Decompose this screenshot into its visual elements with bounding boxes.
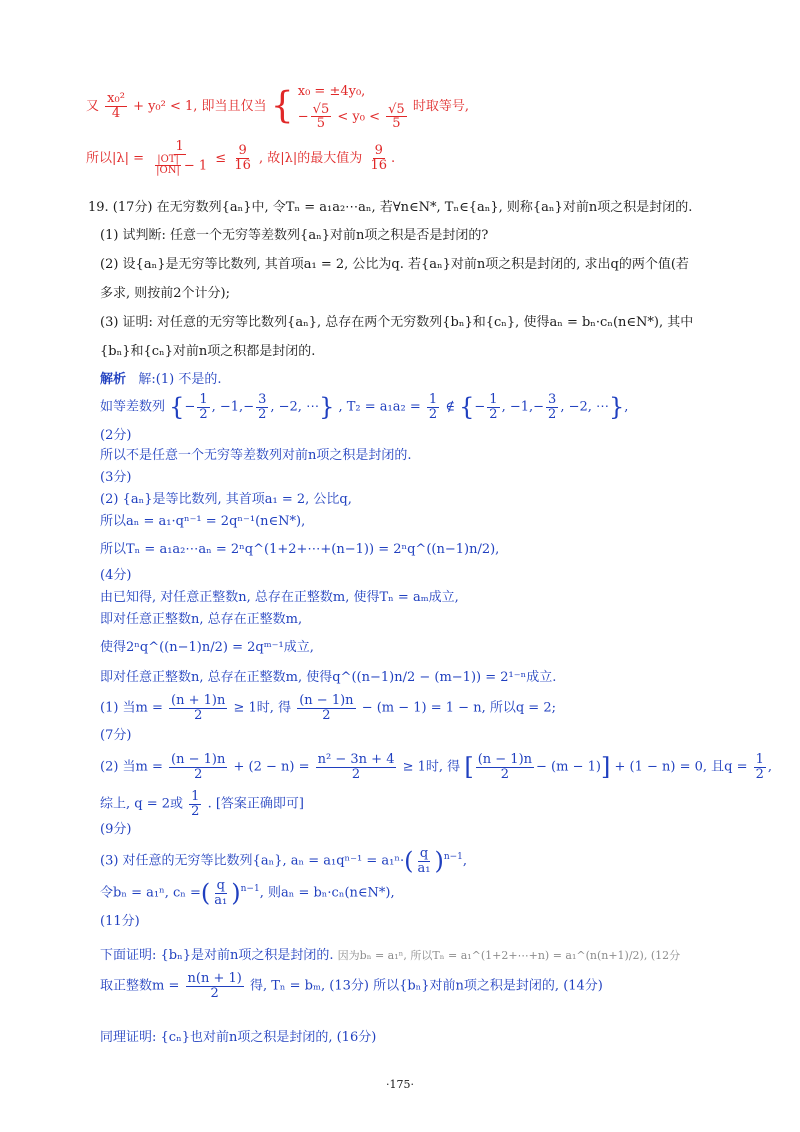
solution-line: 所以不是任意一个无穷等差数列对前n项之积是封闭的. <box>100 448 412 463</box>
fraction: $\frac{q}{\text{a₁}}$ <box>417 845 431 876</box>
question-19: 19. (17分) 在无穷数列{aₙ}中, 令Tₙ = a₁a₂⋯aₙ, 若∀n∈N*, Tₙ∈{aₙ}, 则称{aₙ}对前n项之积是封闭的. <box>88 200 693 215</box>
fraction: $\frac{1}{2}$ <box>428 391 438 422</box>
fraction: $\frac{3}{2}$ <box>548 391 557 422</box>
right-bracket: ] <box>600 753 611 781</box>
solution-choose-m <box>100 972 603 1000</box>
left-brace: { <box>270 85 294 127</box>
solution-text: , T₂ = a₁a₂ = <box>338 399 421 415</box>
points-7: (7分) <box>100 728 132 743</box>
fraction: $\frac{\text{x₀²}}{4}$ <box>107 91 125 122</box>
solution-line: 即对任意正整数n, 总存在正整数m, 使得q^((n−1)n/2 − (m−1)) = 2¹⁻ⁿ成立. <box>100 670 557 685</box>
solution-proof-c: 同理证明: {cₙ}也对前n项之积是封闭的, (16分) <box>100 1030 377 1045</box>
solution-text: + (1 − n) = 0, 且q = <box>614 759 748 775</box>
equation-system <box>298 82 409 131</box>
red-text: 时取等号, <box>412 99 469 115</box>
question-part-3-cont: {bₙ}和{cₙ}对前n项之积都是封闭的. <box>100 344 316 359</box>
page-number: ·175· <box>386 1078 414 1091</box>
solution-text: − (m − 1) = 1 − n, 所以q = 2; <box>361 700 556 716</box>
solution-label: 解析 <box>100 372 127 387</box>
fraction: $\frac{n(n + 1)}{2}$ <box>187 971 242 1001</box>
solution-text: (3) 对任意的无穷等比数列{aₙ}, aₙ = a₁qⁿ⁻¹ = a₁ⁿ· <box>100 853 405 869</box>
solution-line: 所以aₙ = a₁·qⁿ⁻¹ = 2qⁿ⁻¹(n∈N*), <box>100 514 306 529</box>
solution-text: (1) 当m = <box>100 700 163 716</box>
points-11: (11分) <box>100 914 140 929</box>
solution-text: 如等差数列 <box>100 399 166 415</box>
right-brace: } <box>609 393 625 421</box>
fraction: $\frac{1}{2}$ <box>755 751 764 782</box>
solution-text: 解:(1) 不是的. <box>138 372 222 387</box>
solution-line-seq: 如等差数列 {− $\frac{1}{2}$ , −1,− $\frac{3}{2}$ , −2, ⋯} , T₂ = a₁a₂ = $\frac{1}{2}$ ∉ {− $\frac{1}{2}$ , −1,− $\frac{3}{2}$ , −2, ⋯}, <box>100 391 629 422</box>
exponent: n−1 <box>443 852 463 863</box>
system-line-2: − $\frac{√5}{5}$ < y₀ < $\frac{√5}{5}$ <box>297 101 405 132</box>
red-text: ≤ <box>215 150 227 166</box>
solution-text: . [答案正确即可] <box>207 796 304 812</box>
solution-line: 使得2ⁿq^((n−1)n/2) = 2qᵐ⁻¹成立, <box>100 640 314 655</box>
solution-text: , 则aₙ = bₙ·cₙ(n∈N*), <box>259 885 395 901</box>
fraction: $\frac{9}{16}$ <box>234 143 251 173</box>
fraction: $\frac{|OT|}{|ON|}$ <box>156 153 180 177</box>
fraction: $\frac{√5}{5}$ <box>388 101 405 132</box>
solution-text: 综上, q = 2或 <box>100 796 184 812</box>
solution-proof-b <box>100 948 680 964</box>
question-part-2-cont: 多求, 则按前2个计分); <box>100 286 230 301</box>
fraction: $\frac{(n - 1)n}{2}$ <box>171 751 226 782</box>
red-text: 所以|λ| = <box>86 150 145 166</box>
solution-text: + (2 − n) = <box>233 759 310 775</box>
lambda-fraction: 1 $\frac{|OT|}{|ON|}$ − 1 <box>156 139 208 177</box>
solution-case-1 <box>100 694 556 722</box>
faded-text: 因为bₙ = a₁ⁿ, 所以Tₙ = a₁^(1+2+⋯+n) = a₁^(n(n+1)/2), (12分 <box>337 949 681 962</box>
red-line-1 <box>86 82 469 131</box>
solution-text: ≥ 1时, 得 <box>233 700 292 716</box>
points-9: (9分) <box>100 822 132 837</box>
system-line-1: x₀ = ±4y₀, <box>297 84 366 99</box>
question-part-3: (3) 证明: 对任意的无穷等比数列{aₙ}, 总存在两个无穷数列{bₙ}和{cₙ}, 使得aₙ = bₙ·cₙ(n∈N*), 其中 <box>100 315 694 330</box>
solution-line: 所以Tₙ = a₁a₂⋯aₙ = 2ⁿq^(1+2+⋯+(n−1)) = 2ⁿq^((n−1)n/2), <box>100 542 500 557</box>
solution-text: (2) 当m = <box>100 759 163 775</box>
fraction: $\frac{(n + 1)n}{2}$ <box>171 693 226 723</box>
left-bracket: [ <box>464 753 474 781</box>
question-part-2: (2) 设{aₙ}是无穷等比数列, 其首项a₁ = 2, 公比为q. 若{aₙ}对前n项之积是封闭的, 求出q的两个值(若 <box>100 257 689 272</box>
solution-line: (2) {aₙ}是等比数列, 其首项a₁ = 2, 公比q, <box>100 492 352 507</box>
solution-text: 令bₙ = a₁ⁿ, cₙ = <box>100 885 201 901</box>
solution-text: 取正整数m = <box>100 978 180 994</box>
fraction: $\frac{9}{16}$ <box>370 143 387 173</box>
left-brace: { <box>169 393 185 421</box>
solution-summary <box>100 790 304 818</box>
red-line-2: 所以|λ| = 1 $\frac{|OT|}{|ON|}$ − 1 ≤ $\frac{9}{16}$ , 故|λ|的最大值为 $\frac{9}{16}$ . <box>86 139 396 177</box>
solution-define-bc: 令bₙ = a₁ⁿ, cₙ =( $\frac{q}{\text{a₁}}$ )$^{n-1}$, 则aₙ = bₙ·cₙ(n∈N*), <box>100 877 395 908</box>
red-text: + y₀² < 1, 即当且仅当 <box>133 99 267 115</box>
solution-text: 得, Tₙ = bₘ, (13分) 所以{bₙ}对前n项之积是封闭的, (14分) <box>249 978 603 994</box>
fraction: $\frac{3}{2}$ <box>258 391 267 422</box>
solution-case-2: (2) 当m = $\frac{(n - 1)n}{2}$ + (2 − n) = $\frac{\text{n² − 3n + 4}}{2}$ ≥ 1时, 得 [ $\frac{(n - 1)n}{2}$ − (m − 1)] + (1 − n) = 0, 且q = $\frac{1}{2}$ , <box>100 751 773 782</box>
fraction: $\frac{q}{\text{a₁}}$ <box>214 877 228 908</box>
exponent: n−1 <box>240 884 260 895</box>
solution-text: − (m − 1) <box>536 759 601 775</box>
solution-text: 下面证明: {bₙ}是对前n项之积是封闭的. <box>100 948 334 963</box>
right-brace: } <box>319 393 335 421</box>
fraction: $\frac{1}{2}$ <box>191 789 200 819</box>
points-2: (2分) <box>100 428 132 443</box>
fraction: $\frac{√5}{5}$ <box>312 101 330 132</box>
red-text: 又 <box>86 99 100 115</box>
solution-line: 由已知得, 对任意正整数n, 总存在正整数m, 使得Tₙ = aₘ成立, <box>100 590 459 605</box>
solution-part-3: (3) 对任意的无穷等比数列{aₙ}, aₙ = a₁qⁿ⁻¹ = a₁ⁿ·( $\frac{q}{\text{a₁}}$ )$^{n-1}$, <box>100 845 468 876</box>
points-3: (3分) <box>100 470 132 485</box>
solution-text: ≥ 1时, 得 <box>402 759 461 775</box>
red-text: , 故|λ|的最大值为 <box>259 150 363 166</box>
left-brace: { <box>459 393 475 421</box>
solution-line: 即对任意正整数n, 总存在正整数m, <box>100 612 303 627</box>
solution-text: ∉ <box>445 399 455 415</box>
fraction: $\frac{(n - 1)n}{2}$ <box>299 693 354 723</box>
fraction: $\frac{(n - 1)n}{2}$ <box>477 751 533 782</box>
fraction: $\frac{1}{2}$ <box>199 391 208 422</box>
solution-header <box>100 372 221 388</box>
fraction: $\frac{1}{2}$ <box>489 391 498 422</box>
fraction: $\frac{\text{n² − 3n + 4}}{2}$ <box>317 751 395 782</box>
points-4: (4分) <box>100 568 132 583</box>
question-part-1: (1) 试判断: 任意一个无穷等差数列{aₙ}对前n项之积是否是封闭的? <box>100 228 489 243</box>
